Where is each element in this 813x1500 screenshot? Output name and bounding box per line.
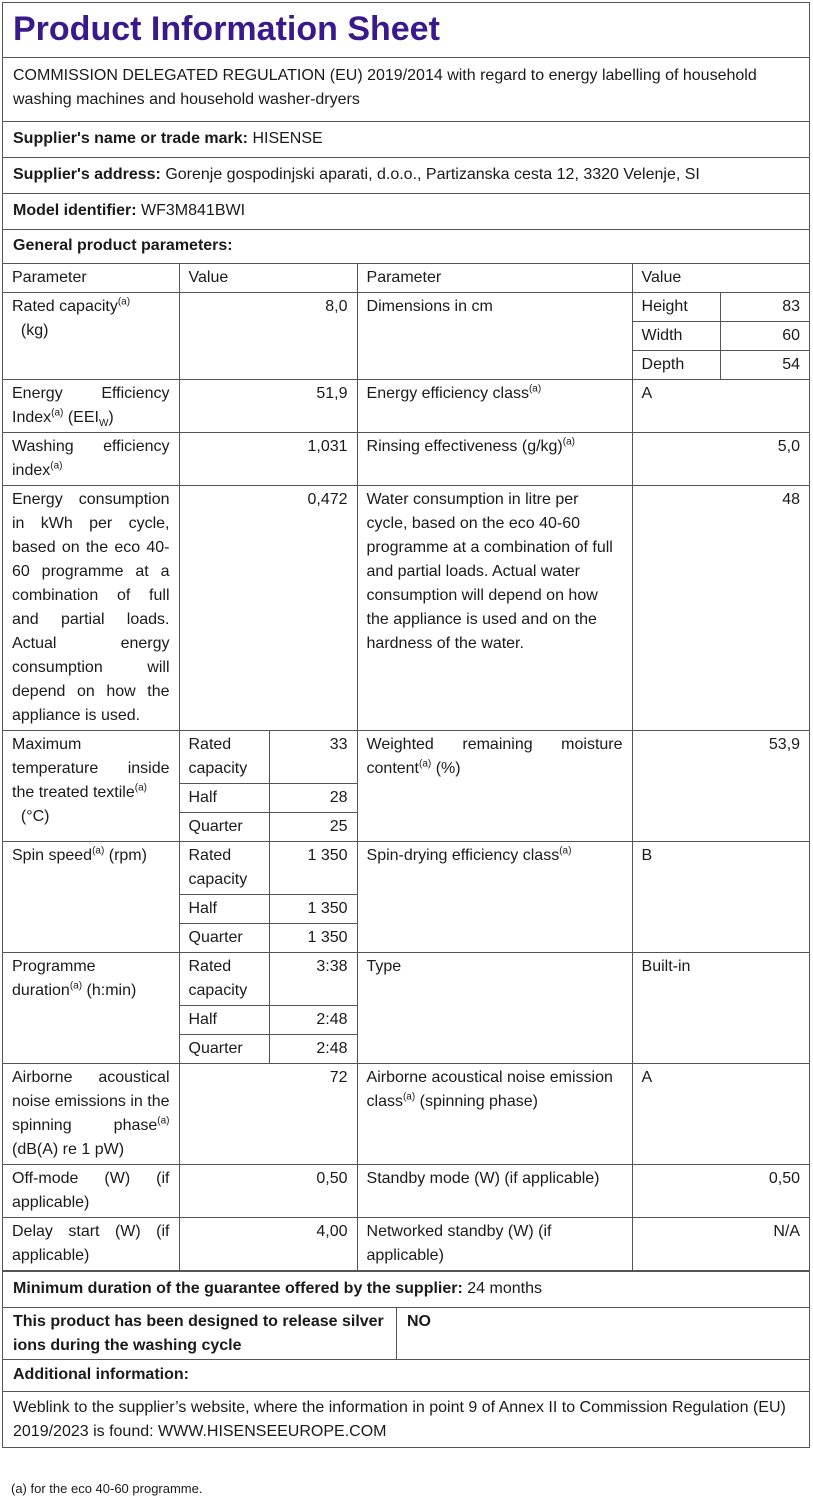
max-temp-rated-value: 33 — [269, 731, 357, 784]
regulation-text: COMMISSION DELEGATED REGULATION (EU) 2019/2014 with regard to energy labelling of household washing machines and household washer-dryers — [3, 57, 809, 121]
general-parameters-label: General product parameters: — [13, 237, 233, 254]
height-label: Height — [632, 293, 720, 322]
rinsing-label: Rinsing effectiveness $(g/kg)^{(a)}$ — [357, 433, 632, 486]
spin-speed-label: Spin speed$^{(a)}$ (rpm) — [3, 842, 179, 953]
supplier-address-label: Supplier's address: — [13, 166, 161, 183]
spin-quarter-value: 1 350 — [269, 924, 357, 953]
table-row — [3, 1165, 809, 1218]
silver-ions-value: NO — [407, 1313, 431, 1330]
supplier-address-value: Gorenje gospodinjski aparati, d.o.o., Partizanska cesta 12, 3320 Velenje, SI — [165, 166, 700, 183]
general-parameters-heading — [3, 229, 809, 263]
type-label: Type — [357, 953, 632, 1064]
noise-class-label: Airborne acoustical noise emission class$^{(a)}$ (spinning phase) — [357, 1064, 632, 1165]
energy-class-label: Energy efficiency class$^{(a)}$ — [357, 380, 632, 433]
off-mode-value: 0,50 — [179, 1165, 357, 1218]
duration-half-label: Half — [179, 1006, 269, 1035]
duration-half-value: 2:48 — [269, 1006, 357, 1035]
energy-consumption-value: 0,472 — [179, 486, 357, 731]
model-row — [3, 193, 809, 229]
moisture-value: 53,9 — [632, 731, 809, 842]
supplier-address-row — [3, 157, 809, 193]
table-row — [3, 842, 809, 895]
duration-label: Programme duration$^{(a)}$ (h:min) — [3, 953, 179, 1064]
weblink-url[interactable]: WWW.HISENSEEUROPE.COM — [158, 1423, 387, 1440]
rinsing-value: 5,0 — [632, 433, 809, 486]
rated-capacity-value: 8,0 — [179, 293, 357, 380]
silver-ions-label: This product has been designed to release silver ions during the washing cycle — [3, 1308, 397, 1359]
duration-quarter-value: 2:48 — [269, 1035, 357, 1064]
duration-rated-value: 3:38 — [269, 953, 357, 1006]
spin-rated-label: Rated capacity — [179, 842, 269, 895]
silver-ions-row — [3, 1307, 809, 1359]
water-consumption-value: 48 — [632, 486, 809, 731]
max-temp-quarter-value: 25 — [269, 813, 357, 842]
energy-consumption-label: Energy consumption in kWh per cycle, based on the eco 40-60 programme at a combination of full and partial loads. Actual energy consumption will depend on how the appliance is used. — [3, 486, 179, 731]
model-label: Model identifier: — [13, 202, 137, 219]
header-value-2: Value — [632, 264, 809, 293]
networked-standby-value: N/A — [632, 1218, 809, 1271]
noise-class-value: A — [632, 1064, 809, 1165]
supplier-name-value: HISENSE — [252, 130, 323, 147]
spin-class-value: B — [632, 842, 809, 953]
washing-index-value: 1,031 — [179, 433, 357, 486]
table-row — [3, 1218, 809, 1271]
networked-standby-label: Networked standby (W) (if applicable) — [357, 1218, 632, 1271]
height-value: 83 — [720, 293, 809, 322]
spin-rated-value: 1 350 — [269, 842, 357, 895]
standby-label: Standby mode (W) (if applicable) — [357, 1165, 632, 1218]
dimensions-label: Dimensions in cm — [357, 293, 632, 380]
header-parameter-1: Parameter — [3, 264, 179, 293]
table-row — [3, 433, 809, 486]
moisture-label: Weighted remaining moisture content$^{(a)}$ (%) — [357, 731, 632, 842]
header-value-1: Value — [179, 264, 357, 293]
depth-label: Depth — [632, 351, 720, 380]
table-row — [3, 1064, 809, 1165]
delay-start-label: Delay start (W) (if applicable) — [3, 1218, 179, 1271]
additional-info-heading: Additional information: — [3, 1359, 809, 1391]
max-temp-quarter-label: Quarter — [179, 813, 269, 842]
spin-quarter-label: Quarter — [179, 924, 269, 953]
header-parameter-2: Parameter — [357, 264, 632, 293]
table-row — [3, 380, 809, 433]
model-value: WF3M841BWI — [141, 202, 246, 219]
table-row — [3, 486, 809, 731]
delay-start-value: 4,00 — [179, 1218, 357, 1271]
eei-label: Energy Efficiency Index$^{(a)}$ $(EEI_W)$ — [3, 380, 179, 433]
water-consumption-label: Water consumption in litre per cycle, based on the eco 40-60 programme at a combination of full and partial loads. Actual water consumption will depend on how the appliance is used and on the hardness of the water. — [357, 486, 632, 731]
duration-rated-label: Rated capacity — [179, 953, 269, 1006]
spin-half-label: Half — [179, 895, 269, 924]
eei-value: 51,9 — [179, 380, 357, 433]
parameters-table — [3, 264, 809, 1271]
guarantee-row — [3, 1271, 809, 1307]
max-temp-label: Maximum temperature inside the treated textile$^{(a)}$ (°C) — [3, 731, 179, 842]
energy-class-value: A — [632, 380, 809, 433]
supplier-name-row — [3, 121, 809, 157]
supplier-name-label: Supplier's name or trade mark: — [13, 130, 248, 147]
guarantee-value: 24 months — [467, 1280, 542, 1297]
washing-index-label: Washing efficiency index$^{(a)}$ — [3, 433, 179, 486]
table-row — [3, 953, 809, 1006]
product-information-sheet — [2, 2, 810, 1448]
table-row — [3, 731, 809, 784]
standby-value: 0,50 — [632, 1165, 809, 1218]
off-mode-label: Off-mode (W) (if applicable) — [3, 1165, 179, 1218]
page-title: Product Information Sheet — [13, 10, 440, 48]
guarantee-label: Minimum duration of the guarantee offered by the supplier: — [13, 1280, 463, 1297]
weblink-row — [3, 1391, 809, 1447]
footnote: (a) for the eco 40-60 programme. — [11, 1481, 203, 1496]
spin-half-value: 1 350 — [269, 895, 357, 924]
table-header-row — [3, 264, 809, 293]
noise-label: Airborne acoustical noise emissions in the spinning phase$^{(a)}$ (dB(A) re 1 pW) — [3, 1064, 179, 1165]
spin-class-label: Spin-drying efficiency class$^{(a)}$ — [357, 842, 632, 953]
duration-quarter-label: Quarter — [179, 1035, 269, 1064]
table-row — [3, 293, 809, 322]
width-value: 60 — [720, 322, 809, 351]
max-temp-half-value: 28 — [269, 784, 357, 813]
max-temp-rated-label: Rated capacity — [179, 731, 269, 784]
type-value: Built-in — [632, 953, 809, 1064]
max-temp-half-label: Half — [179, 784, 269, 813]
weblink-text: Weblink to the supplier’s website, where the information in point 9 of Annex II to Commission Regulation (EU) 2019/2023 is found: — [13, 1399, 786, 1440]
depth-value: 54 — [720, 351, 809, 380]
rated-capacity-label: Rated capacity$^{(a)}$ (kg) — [3, 293, 179, 380]
noise-value: 72 — [179, 1064, 357, 1165]
width-label: Width — [632, 322, 720, 351]
